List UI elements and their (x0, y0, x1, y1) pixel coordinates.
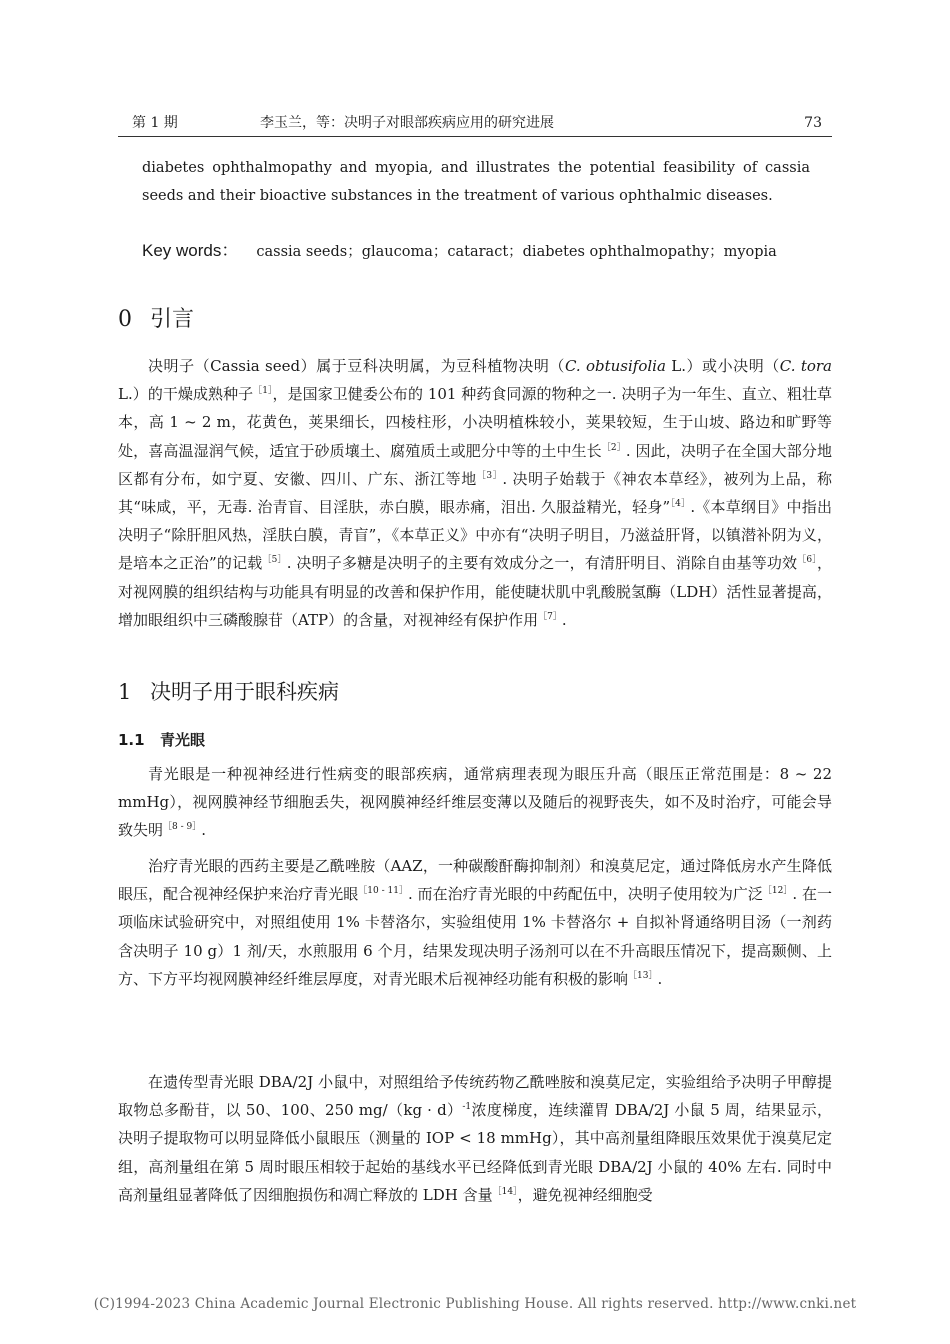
copyright-footer: (C)1994-2023 China Academic Journal Electronic Publishing House. All rights reserved. http://www.cnki.net (93, 1296, 857, 1312)
citation: ［1］ (253, 386, 273, 397)
issue-number: 第 1 期 (132, 115, 178, 131)
header-rule (118, 136, 832, 137)
citation: ［12］ (762, 886, 793, 897)
exponent: -1 (462, 1102, 472, 1113)
section-heading-0 (118, 304, 194, 336)
glaucoma-paragraph-1: 青光眼是一种视神经进行性病变的眼部疾病，通常病理表现为眼压升高（眼压正常范围是：8 ~ 22 mmHg），视网膜神经节细胞丢失，视网膜神经纤维层变薄以及随后的视野丧失，如不及时治疗，可能会导致失明$^{[8 - 9]}$. (118, 765, 832, 840)
citation: ［10 - 11］ (358, 886, 408, 897)
subsection-heading-1-1 (118, 728, 205, 752)
citation: ［13］ (628, 970, 658, 981)
subsection-title: 青光眼 (160, 731, 206, 749)
keywords-label: Key words： (142, 241, 239, 260)
citation: ［2］ (601, 442, 626, 453)
running-title: 李玉兰，等：决明子对眼部疾病应用的研究进展 (260, 115, 554, 131)
keywords-text: cassia seeds；glaucoma；cataract；diabetes ophthalmopathy；myopia (256, 244, 777, 260)
glaucoma-paragraph-3: 在遗传型青光眼 DBA/2J 小鼠中，对照组给予传统药物乙酰唑胺和溴莫尼定，实验组给予决明子甲醇提取物总多酚苷，以 50、100、250 mg/（kg · d）$^{-1}$浓度梯度，连续灌胃 DBA/2J 小鼠 5 周，结果显示，决明子提取物可以明显降低小鼠眼压（测量的 IOP < 18 mmHg），其中高剂量组降眼压效果优于溴莫尼定组，高剂量组在第 5 周时眼压相较于起始的基线水平已经降低到青光眼 DBA/2J 小鼠的 40% 左右. 同时中高剂量组显著降低了因细胞损伤和凋亡释放的 LDH 含量$^{[14]}$，避免视神经细胞受 (118, 1073, 832, 1204)
section-title: 引言 (150, 307, 195, 332)
page-number: 73 (804, 115, 822, 131)
keywords (142, 238, 810, 265)
species-name: C. obtusifolia (564, 357, 666, 375)
citation: ［6］ (797, 555, 817, 566)
citation: ［7］ (538, 611, 562, 622)
running-header (118, 112, 832, 134)
glaucoma-paragraph-2: 治疗青光眼的西药主要是乙酰唑胺（AAZ，一种碳酸酐酶抑制剂）和溴莫尼定，通过降低房水产生降低眼压，配合视神经保护来治疗青光眼$^{[10 - 11]}$. 而在治疗青光眼的中药配伍中，决明子使用较为广泛$^{[12]}$. 在一项临床试验研究中，对照组使用 1% 卡替洛尔，实验组使用 1% 卡替洛尔 + 自拟补肾通络明目汤（一剂药含决明子 10 g）1 剂/天，水煎服用 6 个月，结果发现决明子汤剂可以在不升高眼压情况下，提高颞侧、上方、下方平均视网膜神经纤维层厚度，对青光眼术后视神经功能有积极的影响$^{[13]}$. (118, 857, 832, 988)
section-number: 1 (118, 680, 132, 704)
species-name: C. tora (779, 357, 832, 375)
subsection-number: 1.1 (118, 731, 145, 749)
intro-paragraph: 决明子（Cassia seed）属于豆科决明属，为豆科植物决明（C. obtusifolia L.）或小决明（C. tora L.）的干燥成熟种子$^{[1]}$，是国家卫健委公布的 101 种药食同源的物种之一. 决明子为一年生、直立、粗壮草本，高 1 ~ 2 m，花黄色，荚果细长，四棱柱形，小决明植株较小，荚果较短，生于山坡、路边和旷野等处，喜高温湿润气候，适宜于砂质壤土、腐殖质土或肥分中等的土中生长$^{[2]}$. 因此，决明子在全国大部分地区都有分布，如宁夏、安徽、四川、广东、浙江等地$^{[3]}$. 决明子始载于《神农本草经》，被列为上品，称其“味咸，平，无毒. 治青盲、目淫肤，赤白膜，眼赤痛，泪出. 久服益精光，轻身”$^{[4]}$.《本草纲目》中指出决明子“除肝胆风热，淫肤白膜，青盲”，《本草正义》中亦有“决明子明目，乃滋益肝肾，以镇潜补阴为义，是培本之正治”的记载$^{[5]}$. 决明子多糖是决明子的主要有效成分之一，有清肝明目、消除自由基等功效$^{[6]}$，对视网膜的组织结构与功能具有明显的改善和保护作用，能使睫状肌中乳酸脱氢酶（LDH）活性显著提高，增加眼组织中三磷酸腺苷（ATP）的含量，对视神经有保护作用$^{[7]}$. (118, 357, 833, 629)
section-title: 决明子用于眼科疾病 (150, 680, 339, 704)
citation: ［8 - 9］ (163, 822, 202, 833)
citation: ［4］ (670, 499, 691, 510)
section-heading-1 (118, 676, 339, 708)
citation: ［3］ (476, 470, 503, 481)
citation: ［14］ (492, 1186, 518, 1197)
citation: ［5］ (262, 555, 287, 566)
section-number: 0 (118, 307, 132, 332)
abstract-text: diabetes ophthalmopathy and myopia, and illustrates the potential feasibility of cassia seeds and their bioactive substances in the treatment of various ophthalmic diseases. (142, 160, 810, 204)
abstract-continuation (142, 154, 810, 210)
